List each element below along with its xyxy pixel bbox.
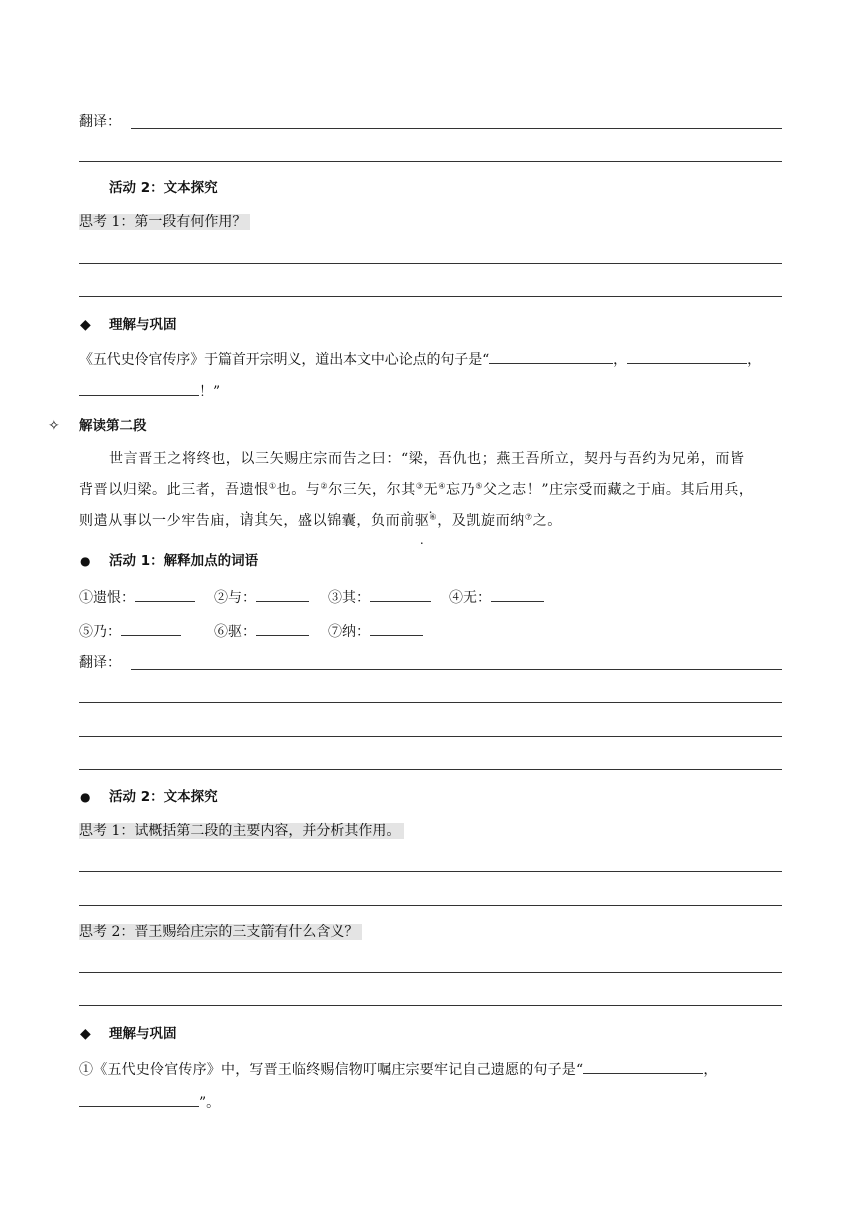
translate-label: 翻译：: [79, 114, 121, 130]
diamond-icon: ◆: [80, 1026, 91, 1042]
vocab-item: ④无：: [449, 585, 544, 608]
fill-blank[interactable]: [135, 585, 195, 602]
fill-blank[interactable]: [79, 1090, 199, 1107]
activity-1-heading: 活动 1：解释加点的词语: [109, 553, 259, 569]
fill-blank[interactable]: [489, 347, 613, 364]
fill-blank[interactable]: [79, 379, 199, 396]
fill-blank[interactable]: [370, 619, 423, 636]
vocab-item: ⑥驱：: [214, 619, 309, 642]
fill-blank[interactable]: [121, 619, 181, 636]
consolidate-heading: 理解与巩固: [109, 317, 177, 333]
answer-line[interactable]: [79, 905, 782, 906]
think-1-prompt: 思考 1：第一段有何作用？: [79, 212, 250, 232]
dot-icon: ●: [80, 554, 91, 568]
section-2-heading: 解读第二段: [79, 418, 147, 434]
consolidate-question: 《五代史伶官传序》于篇首开宗明义，道出本文中心论点的句子是“ ， ，: [79, 347, 761, 370]
think-1-prompt: 思考 1：试概括第二段的主要内容，并分析其作用。: [79, 821, 404, 841]
answer-line[interactable]: [79, 1005, 782, 1006]
answer-line[interactable]: [79, 972, 782, 973]
answer-line[interactable]: [79, 871, 782, 872]
vocab-item: ②与：: [214, 585, 309, 608]
dot-icon: ●: [80, 790, 91, 804]
fill-blank[interactable]: [370, 585, 431, 602]
answer-line[interactable]: [79, 769, 782, 770]
fill-blank[interactable]: [256, 619, 309, 636]
consolidate-question-cont: ！”: [79, 379, 220, 402]
activity-2-heading: 活动 2：文本探究: [109, 180, 218, 196]
fill-blank[interactable]: [256, 585, 309, 602]
classical-passage: [79, 444, 782, 537]
vocab-item: ①遗恨：: [79, 585, 195, 608]
answer-line[interactable]: [131, 669, 782, 670]
translate-label: 翻译：: [79, 655, 121, 671]
answer-line[interactable]: [79, 263, 782, 264]
sparkle-icon: ✧: [48, 418, 60, 434]
passage-line: 则遣从事以一少牢告庙，请其矢，盛以锦囊，负而前驱⑥，及凯旋而纳⑦之。: [79, 512, 562, 529]
answer-line[interactable]: [131, 128, 782, 129]
fill-blank[interactable]: [583, 1057, 703, 1074]
diamond-icon: ◆: [80, 317, 91, 333]
vocab-item: ⑤乃：: [79, 619, 181, 642]
fill-blank[interactable]: [627, 347, 747, 364]
activity-2-heading: 活动 2：文本探究: [109, 789, 218, 805]
passage-line: 世言晋王之将终也，以三矢赐庄宗而告之曰：“梁，吾仇也；燕王吾所立，契丹与吾约为兄弟，而皆: [109, 451, 745, 467]
answer-line[interactable]: [79, 702, 782, 703]
answer-line[interactable]: [79, 736, 782, 737]
vocab-item: ③其：: [328, 585, 431, 608]
passage-line: 背晋以归梁。此三者，吾遗恨①也。与②尔三矢，尔其③无④忘乃⑤父之志！”庄宗受而藏之于庙。其后用兵，: [79, 481, 754, 498]
consolidate-question: ①《五代史伶官传序》中，写晋王临终赐信物叮嘱庄宗要牢记自己遗愿的句子是“ ，: [79, 1057, 718, 1080]
vocab-item: ⑦纳：: [328, 619, 423, 642]
think-2-prompt: 思考 2：晋王赐给庄宗的三支箭有什么含义？: [79, 922, 362, 942]
consolidate-question-cont: ”。: [79, 1090, 220, 1113]
answer-line[interactable]: [79, 296, 782, 297]
fill-blank[interactable]: [491, 585, 544, 602]
consolidate-heading: 理解与巩固: [109, 1026, 177, 1042]
answer-line[interactable]: [79, 161, 782, 162]
